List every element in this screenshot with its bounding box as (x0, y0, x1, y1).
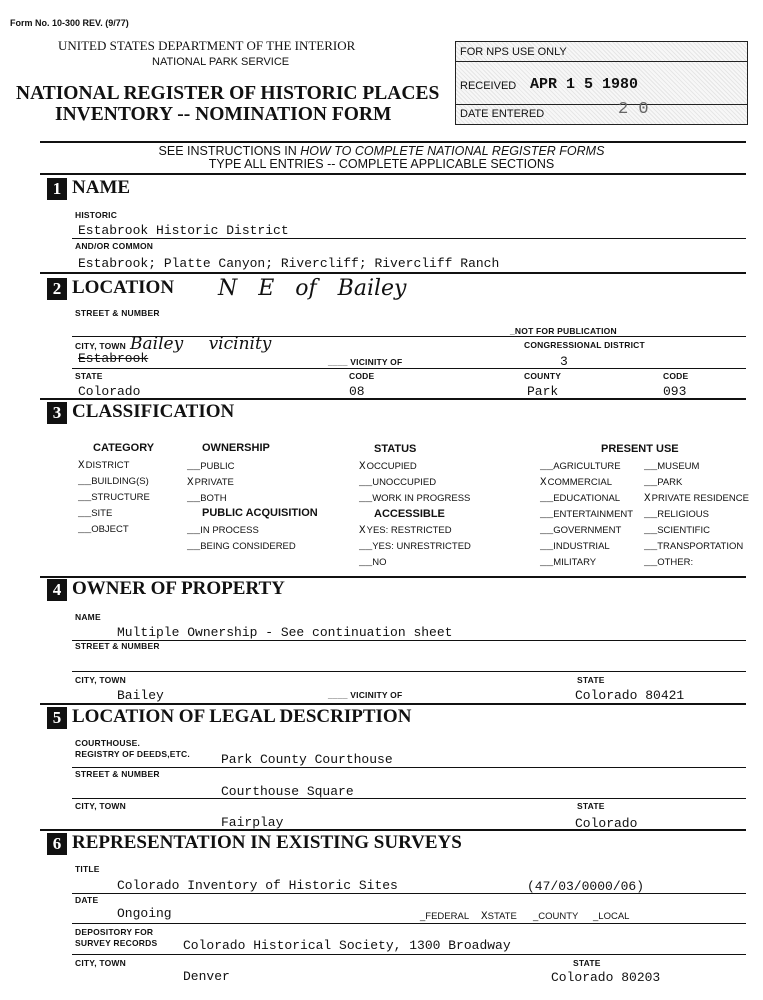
courthouse-label: COURTHOUSE. (75, 738, 141, 748)
survey-city-label: CITY, TOWN (75, 958, 126, 968)
section-6-title: REPRESENTATION IN EXISTING SURVEYS (72, 832, 462, 853)
option-mark: __ (644, 509, 658, 521)
state-option-mark: X (481, 911, 488, 923)
form-number: Form No. 10-300 REV. (9/77) (10, 18, 129, 28)
instructions-line1 (0, 144, 763, 158)
option-label: OCCUPIED (366, 461, 417, 472)
survey-state-value: Colorado 80203 (551, 970, 661, 985)
option-mark: __ (540, 525, 554, 537)
not-for-publication-label: _NOT FOR PUBLICATION (510, 326, 617, 336)
classification-option (78, 460, 129, 472)
classification-option (359, 541, 471, 553)
status-heading: STATUS (374, 443, 417, 455)
option-label: AGRICULTURE (553, 461, 621, 472)
option-label: GOVERNMENT (553, 525, 622, 536)
classification-option (359, 525, 452, 537)
option-mark: __ (359, 477, 373, 489)
owner-street-label: STREET & NUMBER (75, 641, 160, 651)
state-option (481, 911, 517, 923)
classification-option (187, 461, 235, 473)
owner-state-value: Colorado 80421 (575, 688, 685, 703)
street-label: STREET & NUMBER (75, 308, 160, 318)
local-option: _LOCAL (593, 911, 630, 922)
classification-option (540, 525, 621, 537)
option-label: PRIVATE (194, 477, 234, 488)
owner-vicinity-text: VICINITY OF (350, 690, 403, 700)
department-name: UNITED STATES DEPARTMENT OF THE INTERIOR (58, 38, 356, 53)
depository-label-1: DEPOSITORY FOR (75, 927, 154, 937)
federal-option: _FEDERAL (420, 911, 470, 922)
date-entered-label: DATE ENTERED (460, 108, 545, 120)
option-label: ENTERTAINMENT (553, 509, 634, 520)
classification-option (540, 557, 596, 569)
option-mark: __ (644, 557, 658, 569)
option-label: OTHER: (657, 557, 694, 568)
instructions-line2: TYPE ALL ENTRIES -- COMPLETE APPLICABLE SECTIONS (208, 157, 555, 171)
option-label: MUSEUM (657, 461, 700, 472)
section-2-title: LOCATION (72, 277, 175, 298)
owner-name-label: NAME (75, 612, 101, 622)
present-use-heading: PRESENT USE (601, 443, 679, 455)
state-value: Colorado (78, 384, 141, 399)
classification-option (540, 493, 620, 505)
option-label: STRUCTURE (91, 492, 150, 503)
option-mark: X (540, 477, 547, 489)
option-mark: __ (187, 493, 201, 505)
state-code-label: CODE (349, 371, 375, 381)
classification-option (187, 525, 259, 537)
option-mark: X (78, 460, 85, 472)
option-mark: __ (78, 492, 92, 504)
legal-city-value: Fairplay (221, 815, 284, 830)
classification-option (359, 461, 417, 473)
classification-option (359, 493, 470, 505)
option-mark: __ (187, 461, 201, 473)
owner-city-label: CITY, TOWN (75, 675, 126, 685)
public-acquisition-heading: PUBLIC ACQUISITION (202, 507, 318, 519)
received-stamp: APR 1 5 1980 (530, 76, 639, 93)
registry-label: REGISTRY OF DEEDS,ETC. (75, 749, 190, 759)
legal-street-value: Courthouse Square (221, 784, 354, 799)
option-label: WORK IN PROGRESS (372, 493, 471, 504)
date-entered-stamp: 2 0 (618, 100, 649, 119)
option-label: YES: UNRESTRICTED (372, 541, 471, 552)
legal-state-label: STATE (577, 801, 605, 811)
survey-title-label: TITLE (75, 864, 100, 874)
option-mark: __ (644, 525, 658, 537)
state-option-label: STATE (487, 911, 517, 922)
owner-name-value: Multiple Ownership - See continuation sheet (117, 625, 453, 640)
common-name-value: Estabrook; Platte Canyon; Rivercliff; Rivercliff Ranch (78, 256, 500, 271)
option-mark: __ (359, 541, 373, 553)
option-mark: __ (78, 508, 92, 520)
county-label: COUNTY (524, 371, 562, 381)
option-mark: __ (359, 557, 373, 569)
classification-option (644, 557, 693, 569)
instructions-italic: HOW TO COMPLETE NATIONAL REGISTER FORMS (300, 144, 605, 158)
classification-option (540, 461, 621, 473)
county-value: Park (527, 384, 559, 399)
classification-option (540, 477, 612, 489)
option-label: EDUCATIONAL (553, 493, 621, 504)
section-1-title: NAME (72, 177, 131, 198)
congressional-district-value: 3 (560, 354, 568, 369)
service-name: NATIONAL PARK SERVICE (152, 56, 290, 68)
historic-name-value: Estabrook Historic District (78, 223, 289, 238)
option-mark: __ (644, 461, 658, 473)
option-label: SCIENTIFIC (657, 525, 710, 536)
classification-option (78, 492, 150, 504)
legal-street-label: STREET & NUMBER (75, 769, 160, 779)
section-4-title: OWNER OF PROPERTY (72, 578, 285, 599)
option-mark: X (359, 461, 366, 473)
congressional-district-label: CONGRESSIONAL DISTRICT (524, 340, 645, 350)
form-title-line1: NATIONAL REGISTER OF HISTORIC PLACES (16, 83, 440, 104)
option-label: RELIGIOUS (657, 509, 709, 520)
option-label: NO (372, 557, 387, 568)
survey-city-value: Denver (183, 969, 230, 984)
classification-option (78, 476, 149, 488)
county-option: _COUNTY (533, 911, 579, 922)
city-handwritten: Bailey vicinity (130, 334, 272, 354)
section-4-number: 4 (47, 579, 67, 601)
option-mark: __ (359, 493, 373, 505)
option-label: YES: RESTRICTED (366, 525, 452, 536)
received-label: RECEIVED (460, 80, 517, 92)
option-label: IN PROCESS (200, 525, 259, 536)
option-label: INDUSTRIAL (553, 541, 610, 552)
section-5-title: LOCATION OF LEGAL DESCRIPTION (72, 706, 412, 727)
classification-option (644, 525, 710, 537)
depository-value: Colorado Historical Society, 1300 Broadway (183, 938, 511, 953)
option-label: PARK (657, 477, 683, 488)
option-mark: __ (644, 541, 658, 553)
option-mark: __ (644, 477, 658, 489)
survey-date-value: Ongoing (117, 906, 172, 921)
classification-option (359, 557, 386, 569)
option-label: DISTRICT (85, 460, 130, 471)
classification-option (540, 509, 633, 521)
city-label: CITY, TOWN (75, 341, 126, 351)
option-mark: X (644, 493, 651, 505)
common-name-label: AND/OR COMMON (75, 241, 154, 251)
classification-option (540, 541, 610, 553)
survey-date-label: DATE (75, 895, 99, 905)
classification-option (644, 509, 709, 521)
section-3-number: 3 (47, 402, 67, 424)
option-mark: __ (187, 525, 201, 537)
state-label: STATE (75, 371, 103, 381)
owner-city-value: Bailey (117, 688, 164, 703)
ownership-heading: OWNERSHIP (202, 442, 270, 454)
option-label: SITE (91, 508, 113, 519)
vicinity-label: ____ VICINITY OF (328, 357, 403, 367)
classification-option (359, 477, 436, 489)
category-heading: CATEGORY (93, 442, 155, 454)
option-label: PUBLIC (200, 461, 235, 472)
option-label: COMMERCIAL (547, 477, 613, 488)
option-mark: X (187, 477, 194, 489)
survey-state-label: STATE (573, 958, 601, 968)
option-mark: X (359, 525, 366, 537)
classification-option (187, 477, 234, 489)
option-mark: __ (78, 476, 92, 488)
classification-option (78, 508, 112, 520)
form-title-line2: INVENTORY -- NOMINATION FORM (55, 104, 392, 125)
classification-option (644, 461, 699, 473)
owner-state-label: STATE (577, 675, 605, 685)
classification-option (644, 493, 749, 505)
classification-option (644, 541, 743, 553)
legal-state-value: Colorado (575, 816, 638, 831)
option-label: MILITARY (553, 557, 597, 568)
legal-city-label: CITY, TOWN (75, 801, 126, 811)
courthouse-value: Park County Courthouse (221, 752, 393, 767)
historic-label: HISTORIC (75, 210, 118, 220)
option-mark: __ (540, 461, 554, 473)
option-label: PRIVATE RESIDENCE (651, 493, 749, 504)
section-1-number: 1 (47, 178, 67, 200)
state-code-value: 08 (349, 384, 365, 399)
option-mark: __ (540, 509, 554, 521)
option-mark: __ (187, 541, 201, 553)
handwritten-location-note: N E of Bailey (218, 276, 407, 301)
section-2-number: 2 (47, 278, 67, 300)
option-label: BOTH (200, 493, 227, 504)
county-code-label: CODE (663, 371, 689, 381)
option-label: OBJECT (91, 524, 129, 535)
option-mark: __ (540, 493, 554, 505)
survey-title-value: Colorado Inventory of Historic Sites (117, 878, 398, 893)
classification-option (187, 493, 227, 505)
survey-title-code: (47/03/0000/06) (527, 879, 645, 894)
option-label: BEING CONSIDERED (200, 541, 296, 552)
option-label: TRANSPORTATION (657, 541, 744, 552)
city-typed-value: Estabrook (78, 351, 149, 366)
option-label: UNOCCUPIED (372, 477, 437, 488)
depository-label-2: SURVEY RECORDS (75, 938, 158, 948)
classification-option (644, 477, 682, 489)
instructions-text: SEE INSTRUCTIONS IN (158, 144, 301, 158)
section-3-title: CLASSIFICATION (72, 401, 235, 422)
vicinity-label-text: VICINITY OF (350, 357, 403, 367)
option-mark: __ (540, 557, 554, 569)
county-code-value: 093 (663, 384, 687, 399)
classification-option (187, 541, 296, 553)
accessible-heading: ACCESSIBLE (374, 508, 445, 520)
nps-use-only-box (455, 41, 748, 125)
classification-option (78, 524, 129, 536)
section-5-number: 5 (47, 707, 67, 729)
nps-box-heading: FOR NPS USE ONLY (460, 46, 567, 58)
owner-vicinity-label: ____ VICINITY OF (328, 690, 403, 700)
option-mark: __ (78, 524, 92, 536)
section-6-number: 6 (47, 833, 67, 855)
option-mark: __ (540, 541, 554, 553)
option-label: BUILDING(S) (91, 476, 149, 487)
